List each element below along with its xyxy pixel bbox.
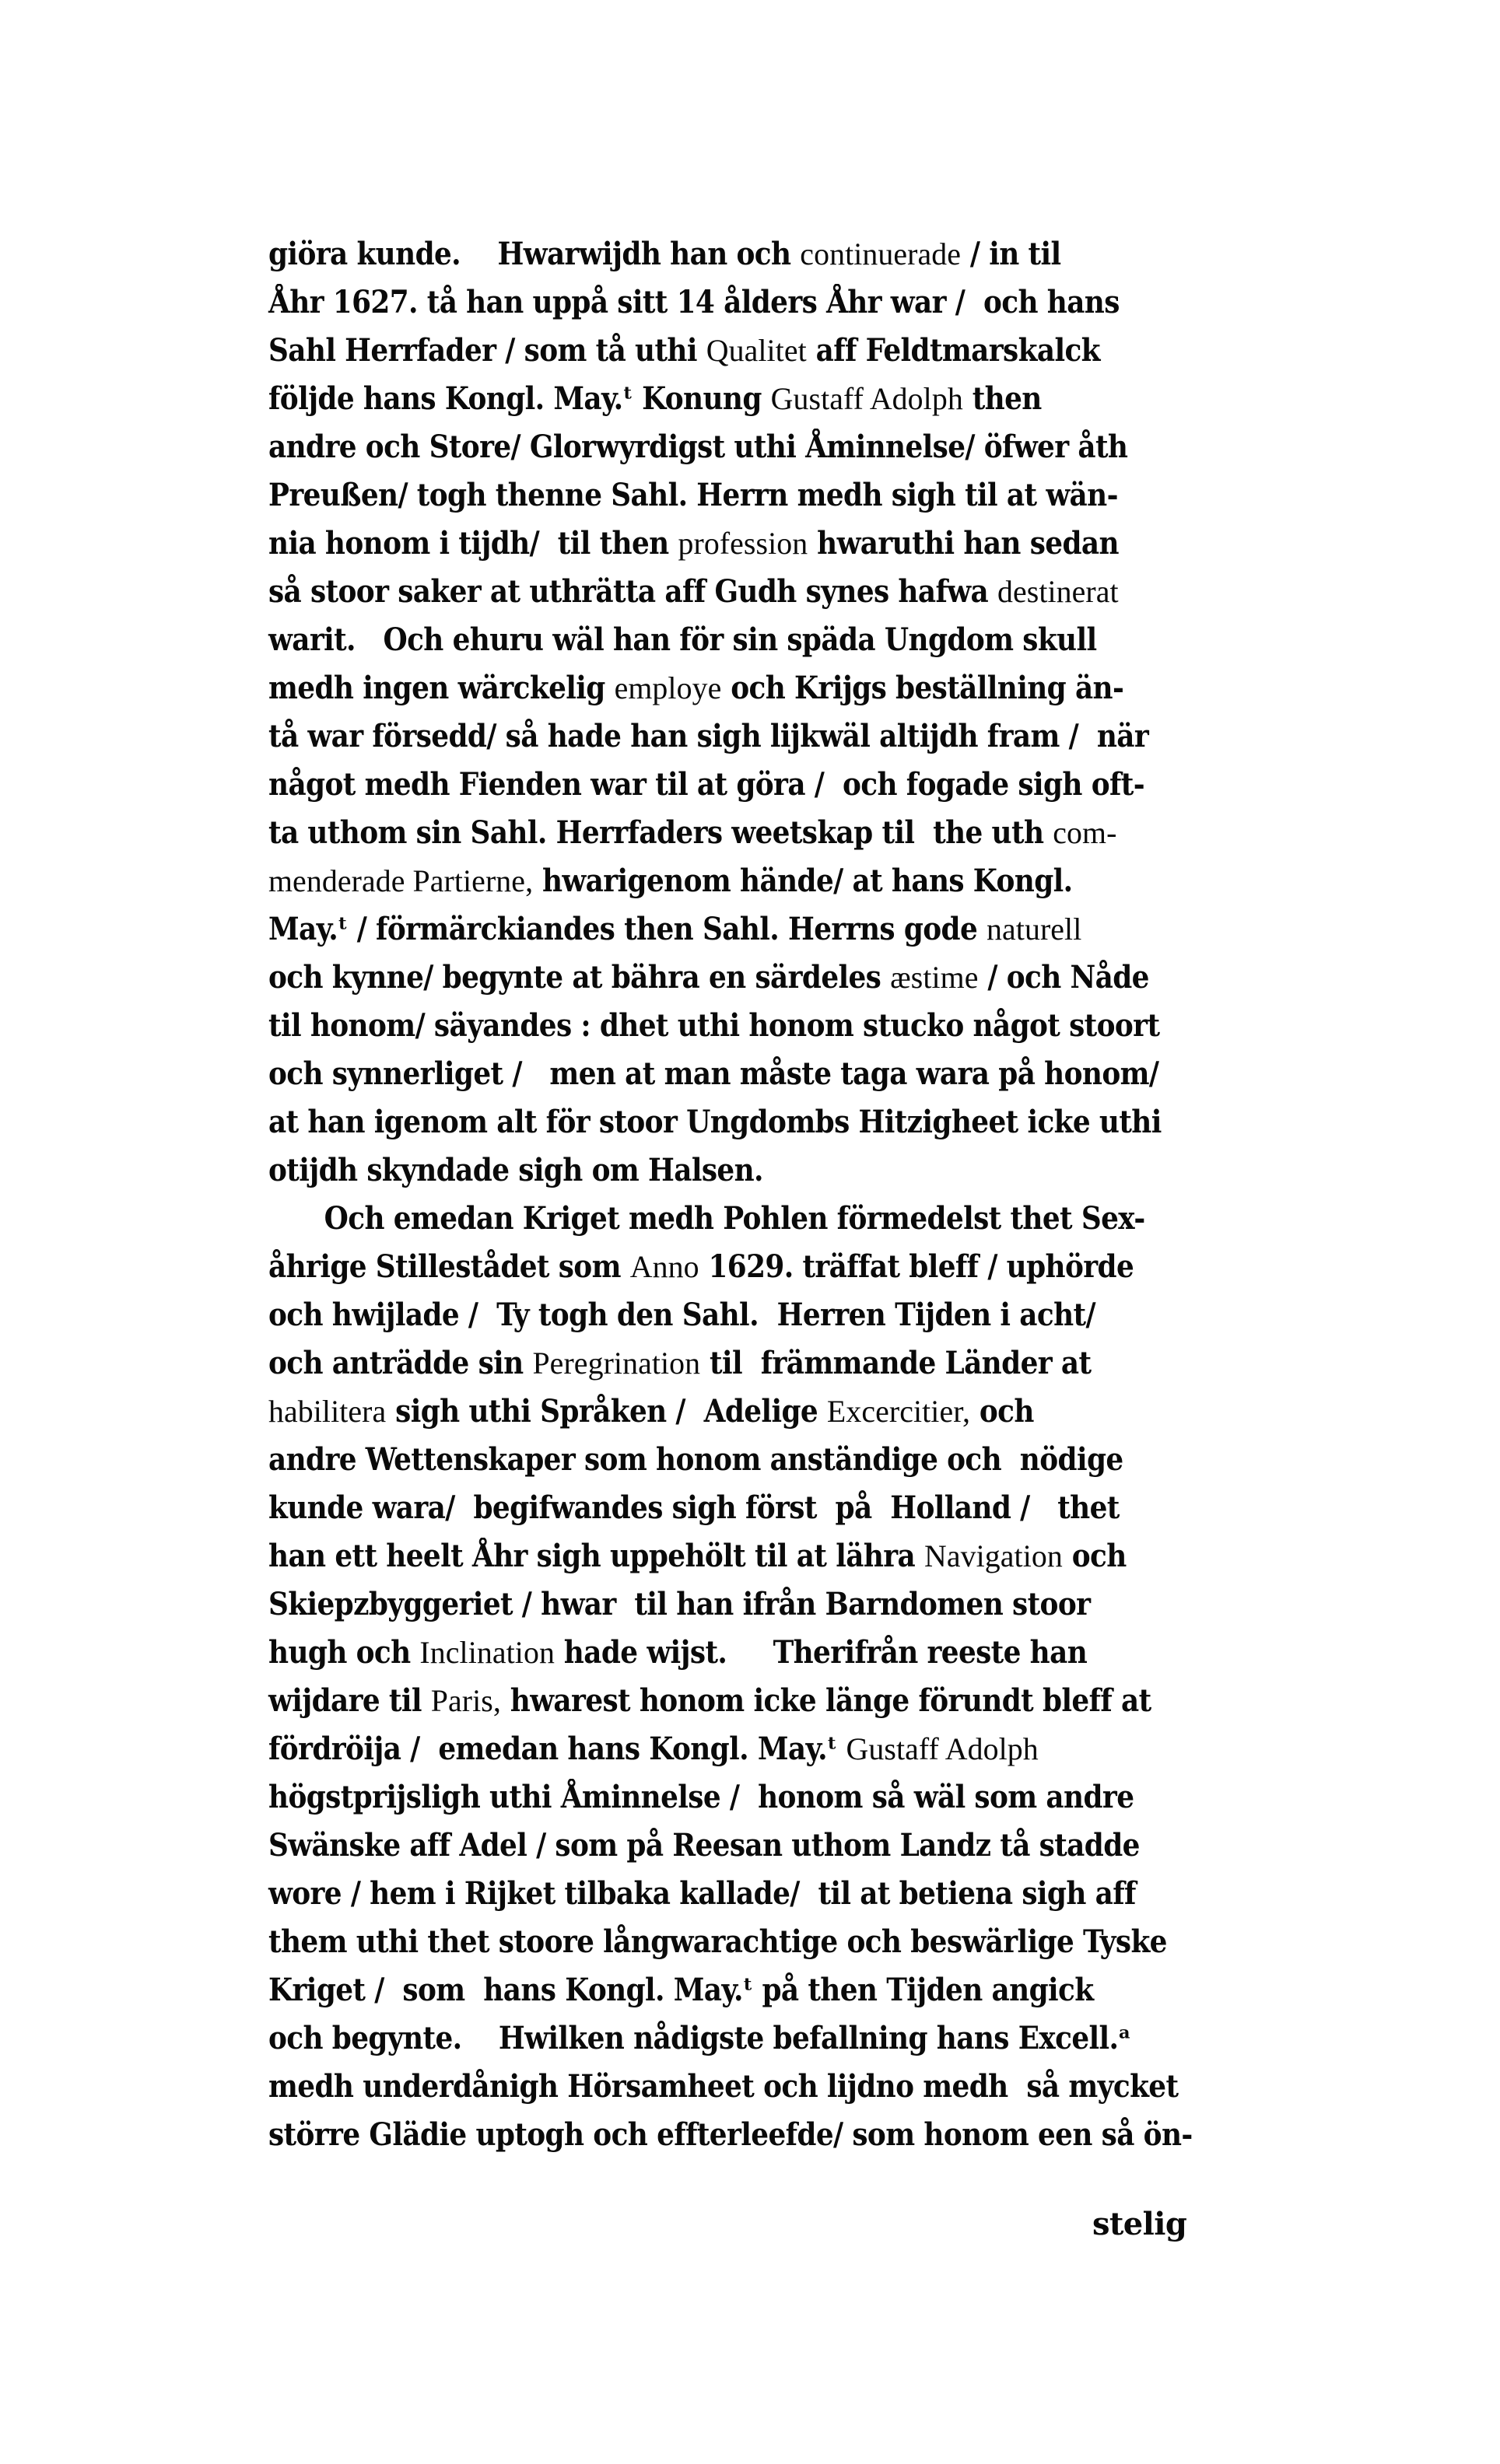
fraktur-run: wijdare til [268, 1682, 431, 1719]
text-line [268, 1002, 1238, 1050]
roman-run: naturell [987, 912, 1082, 947]
text-line [268, 278, 1238, 327]
fraktur-run: och hwijlade / Ty togh den Sahl. Herren Tijden i acht/ [268, 1297, 1095, 1333]
roman-run: destinerat [997, 574, 1119, 609]
text-line [268, 761, 1238, 809]
fraktur-run: 1629. träffat bleff / uphörde [699, 1248, 1134, 1285]
text-line [268, 809, 1238, 857]
text-line [268, 2014, 1238, 2063]
roman-run: Anno [629, 1249, 699, 1284]
roman-run: Excercitier, [826, 1394, 971, 1429]
text-line [268, 1580, 1238, 1629]
roman-run: Gustaff Adolph [846, 1731, 1039, 1766]
text-line [268, 1388, 1238, 1436]
fraktur-run: andre Wettenskaper som honom anständige och nödige [268, 1441, 1123, 1478]
fraktur-run: och Krijgs beställning än- [721, 670, 1124, 706]
text-line [268, 616, 1238, 664]
roman-run: Paris, [430, 1683, 501, 1718]
text-line [268, 375, 1238, 423]
fraktur-run: större Glädie uptogh och effterleefde/ som honom een så ön- [268, 2116, 1193, 2153]
text-line [268, 1243, 1238, 1291]
fraktur-run: aff Feldtmarskalck [806, 332, 1100, 369]
text-line [268, 1918, 1238, 1966]
text-line [268, 1966, 1238, 2014]
fraktur-run: Preußen/ togh thenne Sahl. Herrn medh sigh til at wän- [268, 477, 1118, 513]
text-block [268, 230, 1242, 2159]
fraktur-run: hwarest honom icke länge förundt bleff at [500, 1682, 1151, 1719]
fraktur-run: hugh och [268, 1634, 420, 1671]
fraktur-run: then [962, 380, 1042, 417]
text-line [268, 1291, 1238, 1339]
paragraph [268, 1195, 1242, 2159]
text-line [268, 1725, 1238, 1773]
fraktur-run: han ett heelt Åhr sigh uppehölt til at lähra [268, 1538, 925, 1574]
text-line [268, 1484, 1238, 1532]
fraktur-run: wore / hem i Rijket tilbaka kallade/ til at betiena sigh aff [268, 1875, 1136, 1912]
fraktur-run: tå war försedd/ så hade han sigh lijkwäl altijdh fram / när [268, 718, 1149, 754]
roman-run: æstime [890, 960, 979, 995]
text-line [268, 905, 1238, 954]
fraktur-run: hwarigenom hände/ at hans Kongl. [533, 863, 1073, 899]
roman-run: com- [1053, 815, 1117, 850]
fraktur-run: til honom/ säyandes : dhet uthi honom stucko något stoort [268, 1007, 1160, 1044]
fraktur-run: May.ᵗ / förmärckiandes then Sahl. Herrns gode [268, 911, 987, 947]
text-line [268, 2111, 1238, 2159]
fraktur-run: Sahl Herrfader / som tå uthi [268, 332, 706, 369]
text-line [268, 712, 1238, 761]
fraktur-run: at han igenom alt för stoor Ungdombs Hitzigheet icke uthi [268, 1104, 1162, 1140]
text-line [268, 1773, 1238, 1822]
roman-run: employe [614, 670, 722, 705]
fraktur-run: och [1062, 1538, 1127, 1574]
text-line [268, 1146, 1238, 1195]
fraktur-run: Swänske aff Adel / som på Reesan uthom Landz tå stadde [268, 1827, 1140, 1864]
text-line [268, 1098, 1238, 1146]
catchword: stelig [1092, 2206, 1187, 2242]
text-line [268, 1436, 1238, 1484]
roman-run: habilitera [268, 1394, 387, 1429]
text-line [268, 327, 1238, 375]
fraktur-run: sigh uthi Språken / Adelige [386, 1393, 827, 1430]
fraktur-run: ta uthom sin Sahl. Herrfaders weetskap til the uth [268, 814, 1053, 851]
text-line [268, 1822, 1238, 1870]
fraktur-run: följde hans Kongl. May.ᵗ Konung [268, 380, 771, 417]
fraktur-run: Kriget / som hans Kongl. May.ᵗ på then Tijden angick [268, 1972, 1094, 2008]
text-line [268, 1629, 1238, 1677]
fraktur-run: / och Nåde [978, 959, 1149, 996]
fraktur-run: så stoor saker at uthrätta aff Gudh synes hafwa [268, 573, 997, 610]
fraktur-run: til främmande Länder at [700, 1345, 1092, 1381]
fraktur-run: medh underdånigh Hörsamheet och lijdno medh så mycket [268, 2068, 1179, 2105]
text-line [268, 520, 1238, 568]
fraktur-run: åhrige Stillestådet som [268, 1248, 630, 1285]
text-line [268, 1532, 1238, 1580]
fraktur-run: Skiepzbyggeriet / hwar til han ifrån Barndomen stoor [268, 1586, 1091, 1622]
roman-run: Qualitet [706, 333, 807, 368]
text-line [268, 471, 1238, 520]
fraktur-run: Och emedan Kriget medh Pohlen förmedelst thet Sex- [324, 1200, 1145, 1237]
fraktur-run: något medh Fienden war til at göra / och fogade sigh oft- [268, 766, 1144, 803]
fraktur-run: och kynne/ begynte at bähra en särdeles [268, 959, 891, 996]
roman-run: menderade Partierne, [268, 863, 534, 898]
text-line [268, 2063, 1238, 2111]
roman-run: Inclination [419, 1635, 555, 1670]
text-line [268, 568, 1238, 616]
roman-run: Navigation [924, 1538, 1063, 1573]
text-line [268, 954, 1238, 1002]
fraktur-run: otijdh skyndade sigh om Halsen. [268, 1152, 763, 1188]
fraktur-run: medh ingen wärckelig [268, 670, 615, 706]
fraktur-run: warit. Och ehuru wäl han för sin späda Ungdom skull [268, 621, 1097, 658]
fraktur-run: kunde wara/ begifwandes sigh först på Holland / thet [268, 1489, 1120, 1526]
text-line [268, 1677, 1238, 1725]
fraktur-run: hade wijst. Therifrån reeste han [554, 1634, 1088, 1671]
fraktur-run: högstprijsligh uthi Åminnelse / honom så wäl som andre [268, 1779, 1134, 1815]
fraktur-run: och begynte. Hwilken nådigste befallning hans Excell.ᵃ [268, 2020, 1131, 2056]
text-line [268, 423, 1238, 471]
fraktur-run: och anträdde sin [268, 1345, 533, 1381]
roman-run: Peregrination [532, 1346, 701, 1381]
text-line [268, 1339, 1238, 1388]
fraktur-run: giöra kunde. Hwarwijdh han och [268, 236, 801, 272]
text-line [268, 230, 1238, 278]
roman-run: Gustaff Adolph [770, 381, 963, 416]
text-line [268, 1050, 1238, 1098]
fraktur-run: nia honom i tijdh/ til then [268, 525, 678, 562]
fraktur-run: them uthi thet stoore långwarachtige och beswärlige Tyske [268, 1923, 1167, 1960]
text-line [268, 857, 1238, 905]
roman-run: profession [678, 526, 808, 561]
fraktur-run: / in til [961, 236, 1061, 272]
text-line [268, 1870, 1238, 1918]
roman-run: continuerade [800, 236, 962, 271]
fraktur-run: och synnerliget / men at man måste taga wara på honom/ [268, 1055, 1159, 1092]
text-line [268, 664, 1238, 712]
fraktur-run: andre och Store/ Glorwyrdigst uthi Åminnelse/ öfwer åth [268, 429, 1128, 465]
fraktur-run: Åhr 1627. tå han uppå sitt 14 ålders Åhr war / och hans [268, 284, 1120, 320]
fraktur-run: fördröija / emedan hans Kongl. May.ᵗ [268, 1731, 846, 1767]
fraktur-run: hwaruthi han sedan [808, 525, 1119, 562]
fraktur-run: och [970, 1393, 1034, 1430]
text-line [268, 1195, 1238, 1243]
paragraph [268, 230, 1242, 1195]
